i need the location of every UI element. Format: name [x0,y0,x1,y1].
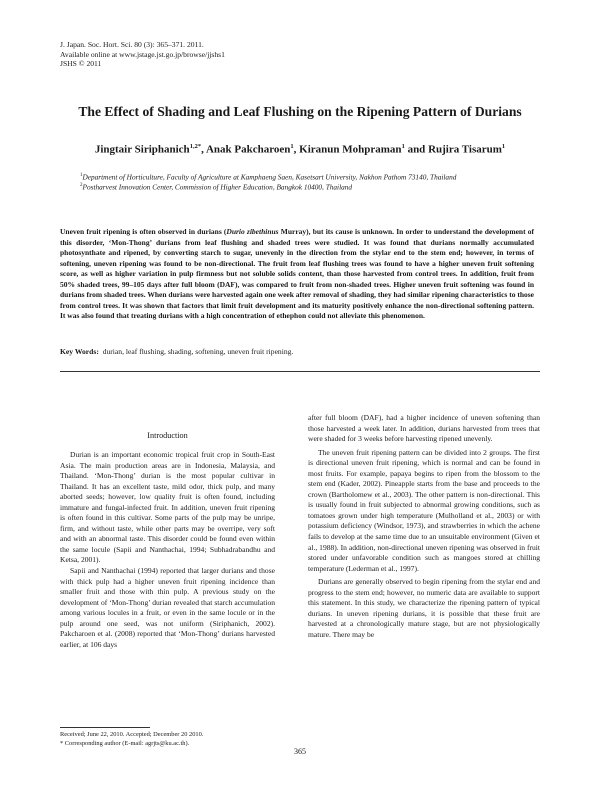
column-right [308,413,540,643]
keywords [60,347,534,356]
author-name: Rujira Tisarum [428,143,502,156]
keywords-text: durian, leaf flushing, shading, softening, uneven fruit ripening. [102,347,294,356]
author-separator: , [293,143,300,156]
journal-availability: Available online at www.jstage.jst.go.jp/browse/jjshs1 [60,49,225,59]
species-name: Durio zibethinus [226,227,279,236]
author-name: Kiranun Mohpraman [299,143,402,156]
affiliation-text: Department of Horticulture, Faculty of Agriculture at Kamphaeng Saen, Kasetsart University, Nakhon Pathom 73140, Thailand [82,172,457,182]
column-left [60,450,275,650]
author-superscript: 1 [401,143,405,150]
page-number: 365 [294,747,306,756]
author-name: Jingtair Siriphanich [94,143,190,156]
footnote-divider [60,727,150,728]
affiliation-2 [80,181,540,192]
paragraph: Sapii and Nanthachai (1994) reported that larger durians and those with thick pulp had a higher uneven fruit ripening incidence than smaller fruit and those with thin pulp. A previous study on the development of ‘Mon-Thong’ durian revealed that starch accumulation among various locules in a fruit, or even in the same locule or in the pulp around one seed, was not uniform (Siriphanich, 2002). Pakcharoen et al. (2008) reported that ‘Mon-Thong’ durians harvested earlier, at 106 days [60,566,275,649]
footnote-corresponding: * Corresponding author (E-mail: agrjts@ku.ac.th). [60,740,190,747]
author-superscript: 1 [501,143,506,150]
paragraph: The uneven fruit ripening pattern can be divided into 2 groups. The first is directional uneven fruit ripening, which is normal and can be found in most fruits. For example, papaya begins to ripen from the blossom to the stem end (Kader, 2002). Pineapple starts from the base and proceeds to the crown (Bartholomew et al., 2003). The other pattern is non-directional. This is usually found in fruit subjected to abnormal growing conditions, such as tomatoes grown under high temperature (Mulholland et al., 2003) or with potassium deficiency (Windsor, 1973), and strawberries in which the achene fails to develop at the same time due to an unsuitable environment (Given et al., 1988). In addition, non-directional uneven ripening was observed in fruit stored under unfavorable condition such as mangoes stored at chilling temperature (Lederman et al., 1997). [308,447,540,573]
affiliation-text: Postharvest Innovation Center, Commission of Higher Education, Bangkok 10400, Thailand [82,182,353,192]
footnote-received: Received; June 22, 2010. Accepted; December 20 2010. [60,731,204,738]
journal-copyright: JSHS © 2011 [60,59,102,69]
paragraph: after full bloom (DAF), had a higher incidence of uneven softening than those harvested a week later. In addition, durians harvested from trees that were shaded for 3 weeks before harvesting ripened unevenly. [308,413,540,444]
keywords-label: Key Words: [60,347,99,356]
journal-header [60,40,225,69]
section-divider [60,371,540,372]
abstract-text-start: Uneven fruit ripening is often observed in durians ( [60,227,227,236]
paper-title: The Effect of Shading and Leaf Flushing on the Ripening Pattern of Durians [78,104,522,119]
abstract-text-rest: Murray), but its cause is unknown. In order to understand the development of this disorder, ‘Mon-Thong’ durians from leaf flushing and shaded trees were studied. It was found that durians normally accumulated photosynthate and ripened, by converting starch to sugar, unevenly in the direction from the stylar end to the stem end; however, in terms of softening, uneven ripening was found to be non-directional. The fruit from leaf flushing trees was found to have a higher uneven fruit softening score, as well as higher variation in pulp firmness but not soluble solids content, than those harvested from control trees. In addition, fruit from 50% shaded trees, 99–105 days after full bloom (DAF), was compared to fruit from non-shaded trees. Higher uneven fruit softening was found in durians from shaded trees. When durians were harvested again one week after removal of shading, they had similar ripening characteristics to those from control trees. It was shown that factors that limit fruit development and its maturity positively enhance the non-directional softening pattern. It was also found that treating durians with a high concentration of ethephon could not alleviate this phenomenon. [60,227,534,320]
author-superscript: 1 [290,143,294,150]
journal-citation: J. Japan. Soc. Hort. Sci. 80 (3): 365–371. 2011. [60,40,204,49]
section-heading-introduction: Introduction [147,431,188,440]
abstract [60,227,534,322]
author-superscript: 1,2* [189,143,202,150]
affiliation-marker: 1 [80,173,83,178]
author-name: Anak Pakcharoen [205,143,291,156]
paragraph: Durian is an important economic tropical fruit crop in South-East Asia. The main production areas are in Indonesia, Malaysia, and Thailand. ‘Mon-Thong’ durian is the most popular cultivar in Thailand. It has an excellent taste, mild odor, thick pulp, and many aborted seeds; however, low quality fruit is often found, including immature and fungal-infected fruit. In addition, uneven fruit ripening is often found in this cultivar. Some parts of the pulp may be unripe, firm, and without taste, while other parts may be overripe, very soft and with an abnormal taste. This disorder could be found even within the same locule (Sapii and Nanthachai, 1994; Subhadrabandhu and Ketsa, 2001). [60,450,275,565]
author-separator: and [404,143,429,156]
author-list [0,143,600,156]
paragraph: Durians are generally observed to begin ripening from the stylar end and progress to the stem end; however, no numeric data are available to support this statement. In this study, we characterize the ripening pattern of typical durians. In uneven ripening durians, it is possible that these fruit are harvested at a chronologically mature stage, but are not physiologically mature. There may be [308,577,540,639]
affiliation-marker: 2 [80,183,83,188]
author-separator: , [201,143,206,156]
